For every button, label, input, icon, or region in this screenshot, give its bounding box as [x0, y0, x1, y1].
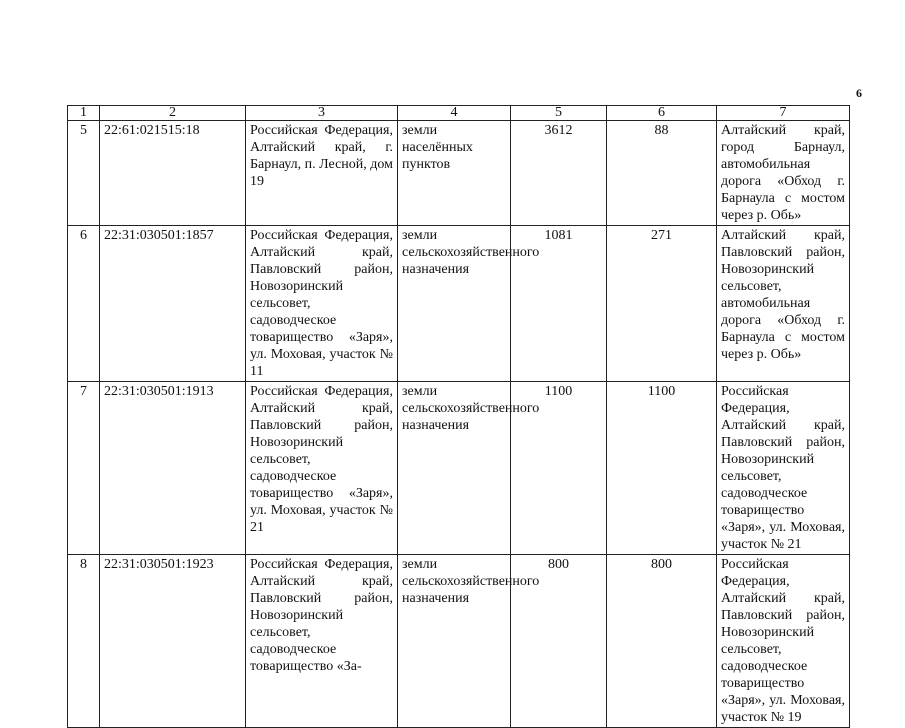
header-col-4: 4	[398, 106, 511, 121]
area-part: 1100	[607, 382, 717, 555]
plot-purpose: Алтайский край, Павловский район, Новозоринский сельсовет, автомобильная дорога «Обход г. Барнаула с мостом через р. Обь»	[717, 226, 850, 382]
row-number: 6	[68, 226, 100, 382]
land-category: земли населённых пунктов	[398, 121, 511, 226]
header-col-2: 2	[100, 106, 246, 121]
plot-address: Российская Федерация, Алтайский край, Павловский район, Новозоринский сельсовет, садоводческое товарищество «Заря», ул. Моховая, участок № 11	[246, 226, 398, 382]
land-category: земли сельскохозяйственного назначения	[398, 226, 511, 382]
table-row	[68, 382, 850, 555]
header-col-5: 5	[511, 106, 607, 121]
land-plots-table	[67, 105, 850, 728]
table-row	[68, 555, 850, 728]
area-total: 3612	[511, 121, 607, 226]
plot-purpose: Алтайский край, город Барнаул, автомобильная дорога «Обход г. Барнаула с мостом через р. Обь»	[717, 121, 850, 226]
area-part: 800	[607, 555, 717, 728]
header-col-3: 3	[246, 106, 398, 121]
area-total: 800	[511, 555, 607, 728]
area-total: 1081	[511, 226, 607, 382]
page-number: 6	[856, 86, 862, 100]
area-part: 271	[607, 226, 717, 382]
row-number: 8	[68, 555, 100, 728]
header-col-6: 6	[607, 106, 717, 121]
plot-address: Российская Федерация, Алтайский край, г. Барнаул, п. Лесной, дом 19	[246, 121, 398, 226]
table-header-row	[68, 106, 850, 121]
cadastral-number: 22:31:030501:1923	[100, 555, 246, 728]
area-part: 88	[607, 121, 717, 226]
row-number: 7	[68, 382, 100, 555]
cadastral-number: 22:31:030501:1913	[100, 382, 246, 555]
row-number: 5	[68, 121, 100, 226]
header-col-1: 1	[68, 106, 100, 121]
cadastral-number: 22:31:030501:1857	[100, 226, 246, 382]
plot-purpose: Российская Федерация, Алтайский край, Павловский район, Новозоринский сельсовет, садоводческое товарищество «Заря», ул. Моховая, участок № 19	[717, 555, 850, 728]
plot-address: Российская Федерация, Алтайский край, Павловский район, Новозоринский сельсовет, садоводческое товарищество «Заря», ул. Моховая, участок № 21	[246, 382, 398, 555]
plot-purpose: Российская Федерация, Алтайский край, Павловский район, Новозоринский сельсовет, садоводческое товарищество «Заря», ул. Моховая, участок № 21	[717, 382, 850, 555]
plot-address: Российская Федерация, Алтайский край, Павловский район, Новозоринский сельсовет, садоводческое товарищество «За-	[246, 555, 398, 728]
area-total: 1100	[511, 382, 607, 555]
land-category: земли сельскохозяйственного назначения	[398, 555, 511, 728]
cadastral-number: 22:61:021515:18	[100, 121, 246, 226]
land-category: земли сельскохозяйственного назначения	[398, 382, 511, 555]
table-row	[68, 226, 850, 382]
header-col-7: 7	[717, 106, 850, 121]
table-row	[68, 121, 850, 226]
